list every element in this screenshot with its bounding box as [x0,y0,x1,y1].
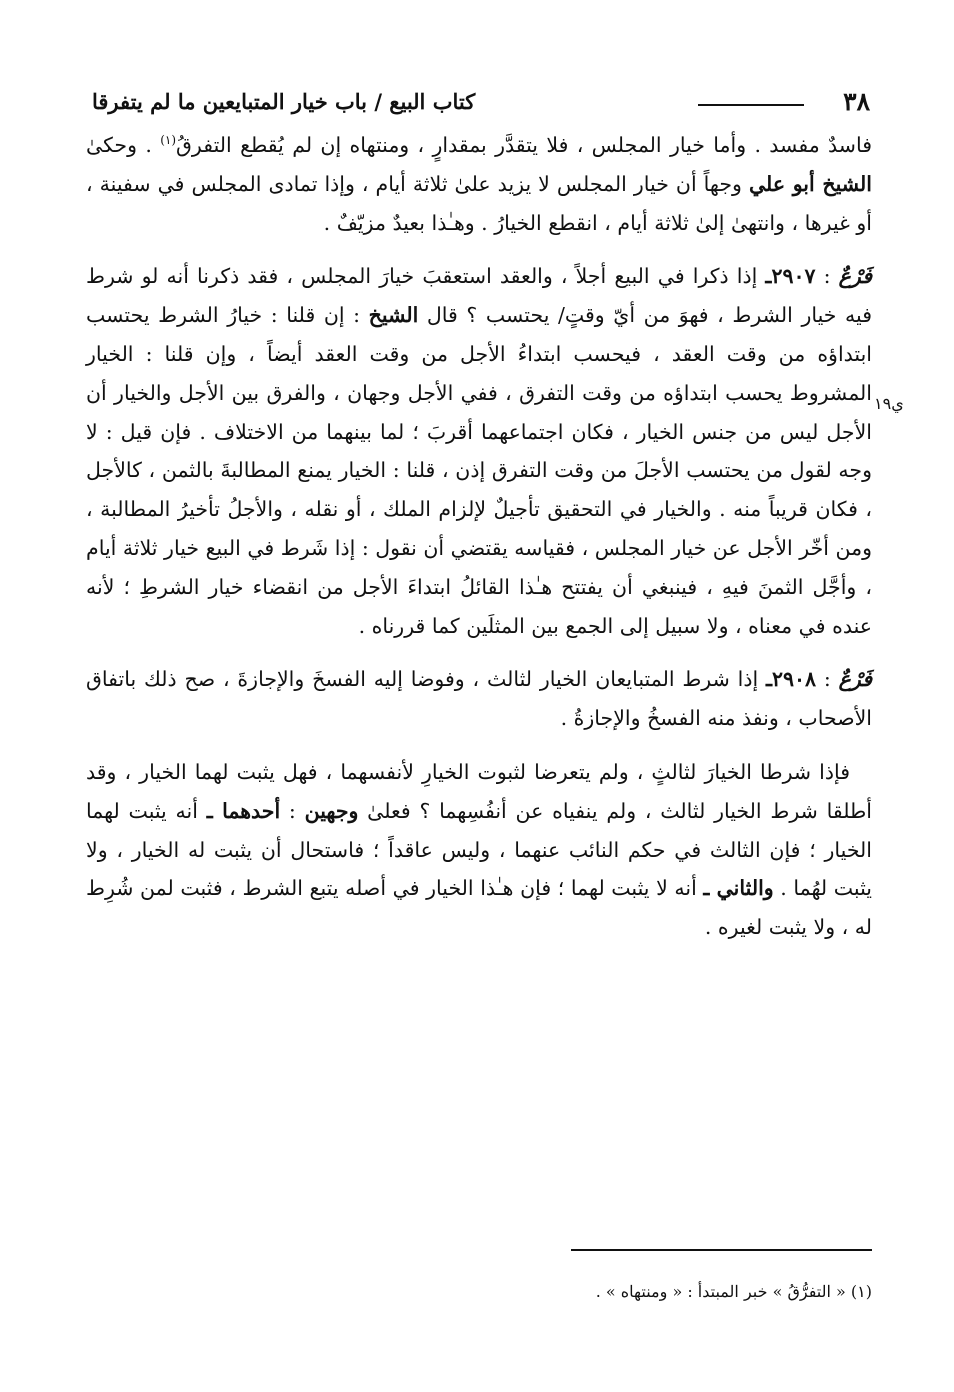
text-run: : إن قلنا : خيارُ الشرط يحتسب ابتداؤه من وقت العقد ، فيحسب ابتداءُ الأجل من وقت العقد أيضاً ، وإن قلنا : الخيار المشروط يحسب ابتداؤه من وقت التفرق ، ففي الأجل وجهان ، والفرق بين الأجل والخيار أن الأجل ليس من جنس الخيار ، فكان اجتماعهما أقربَ ؛ لما بينهما من الاختلاف . فإن قيل : لا وجه لقول من يحتسب الأجلَ من وقت التفرق إذن ، قلنا : الخيار يمنع المطالبةَ بالثمن ، كالأجل ، فكان قريباً منه . والخيار في التحقيق تأجيلٌ لإلزام الملك ، أو نقله ، والأجلُ تأخيرُ المطالبة ، ومن أخّر الأجل عن خيار المجلس ، فقياسه يقتضي أن نقول : إذا شَرط في البيع خيار ثلاثة أيام ، وأجَّل الثمنَ فيهِ ، فينبغي أن يفتتح هـٰذا القائلُ ابتداءَ الأجل من انقضاء خيار الشرطِ ؛ لأنه عنده في معناه ، ولا سبيل إلى الجمع بين المثلَين كما قررناه . [86,303,872,638]
page-number: ٣٨ [843,87,870,116]
paragraph-4 [86,753,872,947]
text-run: فاسدٌ مفسد . وأما خيار المجلس ، فلا يتقدَّر بمقدارٍ ، ومنتهاه إن لم يُقطع التفرقُ [176,133,873,157]
footnote-number: (١) [850,1282,872,1301]
issue-number: ٢٩٠٧ـ [765,264,816,289]
margin-folio-note: ي١٩ [874,394,904,413]
running-title: كتاب البيع / باب خيار المتبايعين ما لم يتفرقا [92,89,476,114]
bold-term: الشيخ أبو علي [748,171,872,196]
text-run: أنه يثبت لهما الخيار ؛ فإن الثالث في حكم النائب عنهما ، وليس عاقداً ؛ فاستحال أن يثبت له الخيار ، ولا يثبت لهُما . [86,798,872,901]
text-run: . [145,133,161,157]
text-run: وجهاً أن خيار المجلس لا يزيد علىٰ ثلاثة أيام ، وإذا تمادى المجلس في سفينة ، أو غيرها ، وانتهىٰ إلىٰ ثلاثة أيام ، انقطع الخيارُ . وهـٰذا بعيدٌ مزيّفٌ . [86,171,872,235]
text-run: أنه لا يثبت لهما ؛ فإن هـٰذا الخيار في أصله يتبع الشرط ، فثبت لمن شُرِط له ، ولا يثبت لغيره . [86,876,872,940]
bold-term: والثاني ـ [703,876,774,901]
paragraph-1 [86,126,872,242]
bold-term: الشيخ [368,303,419,328]
text-run: فإذا شرطا الخيارَ لثالثٍ ، ولم يتعرضا لثبوت الخيارِ لأنفسهما ، فهل يثبت لهما الخيار ، وقد أطلقا شرط الخيار لثالث ، ولم ينفياه عن أنفُسِهما ؟ فعلىٰ [86,759,872,823]
footnote-text: « التفرُّقُ » خبر المبتدأ : « ومنتهاه » . [595,1282,846,1301]
bold-term: وجهين [304,798,359,823]
text-run: وحكىٰ [86,133,146,157]
text-run: : [815,264,839,289]
header-rule [698,104,804,106]
text-run: إذا شرط المتبايعان الخيار لثالث ، وفوضا إليه الفسخَ والإجازةَ ، صح ذلك باتفاق الأصحاب ، ونفذ منه الفسخُ والإجازةُ . [86,667,872,731]
far-label: فَرْعٌ [838,264,872,289]
running-header [92,84,870,124]
far-label: فَرْعٌ [838,667,872,692]
paragraph-2 [86,257,872,645]
text-run: : [280,798,305,823]
body-text [86,126,872,947]
text-run: : [816,667,839,692]
paragraph-3 [86,660,872,738]
footnote-rule [571,1249,872,1251]
bold-term: أحدهما ـ [206,798,281,823]
text-run: إذا ذكرا في البيع أجلاً ، والعقد استعقبَ خيارَ المجلس ، فقد ذكرنا أنه لو شرط فيه خيار الشرط ، فهوَ من أيّ وقتٍ/ يحتسب ؟ قال [86,264,872,328]
footnote-ref[interactable]: (١) [160,133,177,148]
footnote [300,1279,872,1305]
issue-number: ٢٩٠٨ـ [766,667,817,692]
